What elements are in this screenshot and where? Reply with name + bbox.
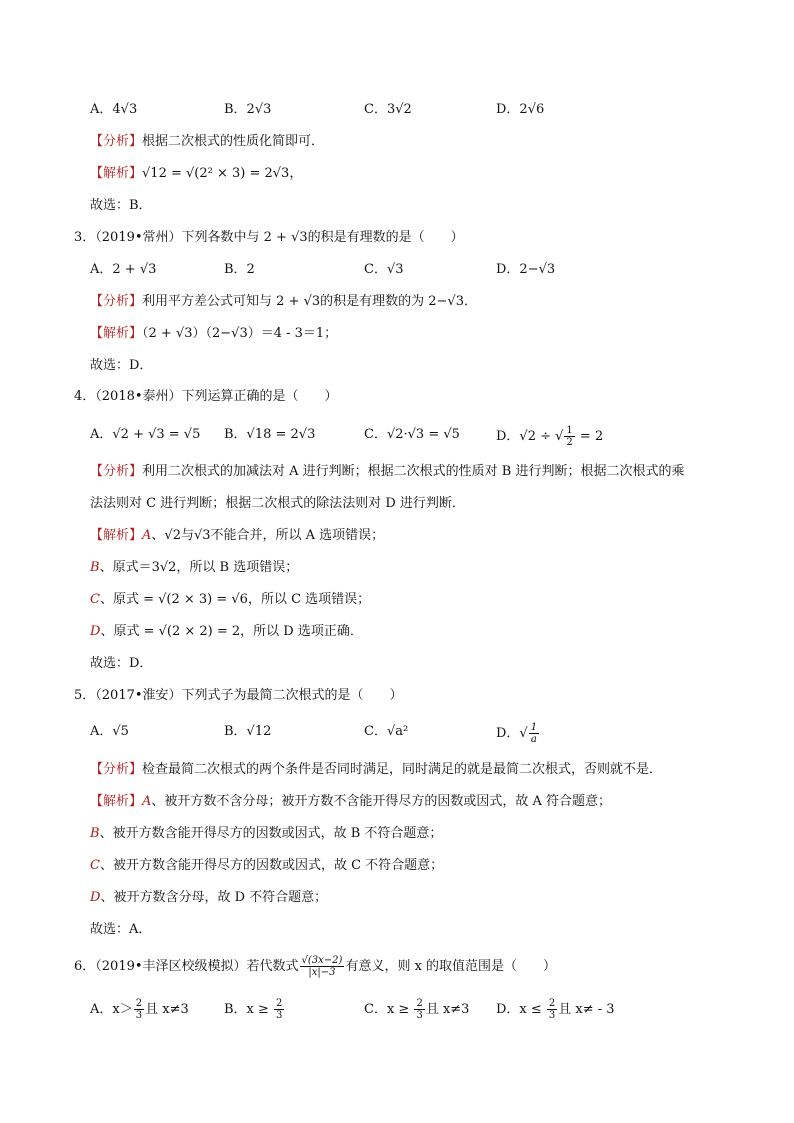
fraction-numerator: 1	[530, 722, 538, 733]
fraction-numerator: 2	[135, 998, 143, 1009]
option-suffix: 且 x≠3	[145, 1002, 189, 1017]
question-stem: 3．（2019•常州）下列各数中与 2 + √3的积是有理数的是（ ）	[74, 230, 464, 245]
solution-line	[90, 526, 384, 546]
solution-text: 、原式 = √(2 × 3) = √6，所以 C 选项错误；	[99, 592, 371, 607]
fraction-denominator: 3	[548, 1010, 556, 1021]
analysis-line-2: 法法则对 C 进行判断；根据二次根式的除法法则对 D 进行判断．	[90, 496, 465, 511]
solution-text: （2 + √3）（2−√3）＝4 - 3＝1；	[142, 326, 338, 341]
fraction-denominator: |x|−3	[308, 967, 336, 978]
option-a	[90, 998, 189, 1021]
question-stem: 4．（2018•泰州）下列运算正确的是（ ）	[74, 389, 338, 404]
stem-prefix: 6．（2019•丰泽区校级模拟）若代数式	[74, 959, 299, 974]
option-b: B．√18 = 2√3	[224, 427, 316, 442]
answer-line: 故选：A．	[90, 922, 152, 937]
solution-letter: D	[90, 890, 101, 905]
analysis-line	[90, 132, 324, 152]
fraction	[134, 998, 144, 1021]
solution-text: 、被开方数含能开得尽方的因数或因式，故 C 不符合题意；	[99, 858, 444, 873]
fraction	[547, 998, 557, 1021]
solution-letter: A	[142, 528, 152, 543]
option-b	[224, 998, 285, 1021]
question-stem	[74, 955, 556, 978]
option-d	[496, 722, 540, 745]
option-b: B．2√3	[224, 102, 272, 117]
option-prefix: C．x ≥	[364, 1002, 414, 1017]
solution-tag: 【解析】	[90, 166, 143, 181]
fraction	[414, 998, 424, 1021]
fraction-numerator: 2	[276, 998, 283, 1009]
fraction-denominator: 3	[416, 1010, 423, 1021]
option-a: A．4√3	[90, 102, 138, 117]
option-c: C．√a²	[364, 724, 409, 739]
option-suffix: 且 x≠3	[425, 1002, 470, 1017]
option-d: D．2−√3	[496, 262, 556, 277]
option-d-prefix: D．√2 ÷ √	[496, 429, 564, 444]
analysis-text: 检查最简二次根式的两个条件是否同时满足，同时满足的就是最简二次根式，否则就不是．	[142, 762, 663, 777]
option-a: A．√2 + √3 = √5	[90, 427, 201, 442]
solution-line	[90, 888, 327, 908]
option-d: D．2√6	[496, 102, 545, 117]
solution-text: 、被开方数含能开得尽方的因数或因式，故 B 不符合题意；	[99, 826, 443, 841]
option-prefix: A．x＞	[90, 1002, 133, 1017]
fraction	[564, 425, 574, 448]
analysis-tag: 【分析】	[90, 134, 143, 149]
fraction-denominator: 2	[566, 437, 573, 448]
solution-text: 、原式 = √(2 × 2) = 2，所以 D 选项正确．	[100, 624, 363, 639]
analysis-tag: 【分析】	[90, 294, 143, 309]
analysis-tag: 【分析】	[90, 464, 143, 479]
solution-letter: A	[142, 794, 152, 809]
option-c: C．3√2	[364, 102, 412, 117]
solution-letter: B	[90, 560, 100, 575]
option-d-prefix: D．√	[496, 726, 528, 741]
option-c	[364, 998, 469, 1021]
solution-line	[90, 164, 302, 184]
stem-suffix: 有意义，则 x 的取值范围是（ ）	[345, 959, 557, 974]
solution-line	[90, 590, 370, 610]
question-stem: 5．（2017•淮安）下列式子为最简二次根式的是（ ）	[74, 688, 403, 703]
fraction-denominator: a	[530, 734, 537, 745]
analysis-line	[90, 462, 685, 482]
solution-letter: C	[90, 592, 100, 607]
option-c: C．√2·√3 = √5	[364, 427, 460, 442]
solution-line	[90, 558, 298, 578]
solution-line	[90, 324, 337, 344]
solution-letter: C	[90, 858, 100, 873]
analysis-text: 根据二次根式的性质化简即可．	[142, 134, 325, 149]
fraction	[274, 998, 284, 1021]
analysis-tag: 【分析】	[90, 762, 143, 777]
option-d	[496, 425, 603, 448]
fraction-numerator: 1	[566, 425, 573, 436]
solution-text: 、被开方数含分母，故 D 不符合题意；	[100, 890, 328, 905]
fraction-numerator: √(3x−2)	[301, 955, 343, 966]
answer-line: 故选：D．	[90, 656, 153, 671]
fraction-denominator: 3	[135, 1010, 143, 1021]
analysis-text: 利用二次根式的加减法对 A 进行判断；根据二次根式的性质对 B 进行判断；根据二次根式的乘	[142, 464, 685, 479]
option-b: B．2	[224, 262, 255, 277]
option-suffix: 且 x≠ - 3	[558, 1002, 615, 1017]
option-c: C．√3	[364, 262, 404, 277]
fraction-numerator: 2	[416, 998, 423, 1009]
fraction	[529, 722, 539, 745]
solution-tag: 【解析】	[90, 528, 143, 543]
analysis-line	[90, 292, 477, 312]
solution-tag: 【解析】	[90, 794, 143, 809]
solution-text: 、被开方数不含分母；被开方数不含能开得尽方的因数或因式，故 A 符合题意；	[151, 794, 612, 809]
solution-tag: 【解析】	[90, 326, 143, 341]
option-a: A．√5	[90, 724, 129, 739]
solution-line	[90, 792, 611, 812]
option-d	[496, 998, 615, 1021]
solution-line	[90, 824, 442, 844]
fraction-numerator: 2	[548, 998, 556, 1009]
solution-letter: B	[90, 826, 100, 841]
option-d-suffix: = 2	[575, 429, 604, 444]
option-b: B．√12	[224, 724, 272, 739]
fraction	[300, 955, 345, 978]
solution-text: √12 = √(2² × 3) = 2√3，	[142, 166, 303, 181]
option-prefix: D．x ≤	[496, 1002, 546, 1017]
analysis-text: 利用平方差公式可知与 2 + √3的积是有理数的为 2−√3．	[142, 294, 477, 309]
solution-line	[90, 622, 363, 642]
solution-text: 、原式＝3√2，所以 B 选项错误；	[99, 560, 299, 575]
option-prefix: B．x ≥	[224, 1002, 274, 1017]
solution-text: 、√2与√3不能合并，所以 A 选项错误；	[151, 528, 385, 543]
answer-line: 故选：D．	[90, 358, 153, 373]
option-a: A．2 + √3	[90, 262, 157, 277]
fraction-denominator: 3	[276, 1010, 283, 1021]
answer-line: 故选：B．	[90, 198, 152, 213]
solution-line	[90, 856, 443, 876]
solution-letter: D	[90, 624, 101, 639]
analysis-line	[90, 760, 662, 780]
